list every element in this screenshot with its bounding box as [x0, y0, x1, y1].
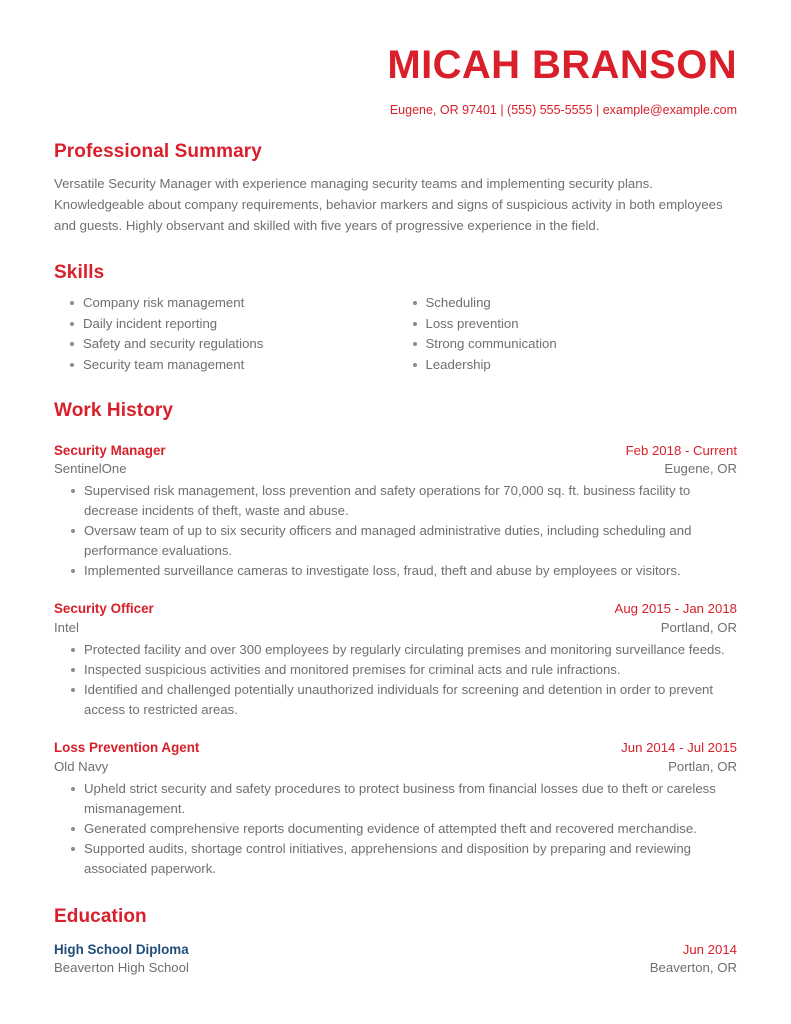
list-item: Supervised risk management, loss prevention and safety operations for 70,000 sq. ft. business facility to decrease incidents of theft, waste and abuse. — [54, 481, 737, 521]
skills-column-left — [54, 293, 396, 375]
work-history-entry — [54, 441, 737, 582]
job-location: Portland, OR — [660, 620, 737, 636]
work-history-entry — [54, 738, 737, 879]
section-title-education: Education — [54, 905, 147, 927]
job-company: Old Navy — [54, 758, 109, 774]
list-item: Implemented surveillance cameras to investigate loss, fraud, theft and abuse by employees or visitors. — [54, 561, 737, 581]
list-item: Security team management — [54, 355, 396, 374]
list-item: Leadership — [396, 355, 738, 374]
candidate-name: MICAH BRANSON — [387, 43, 737, 87]
list-item: Inspected suspicious activities and monitored premises for criminal acts and rule infractions. — [54, 660, 737, 680]
job-dates: Aug 2015 - Jan 2018 — [614, 601, 737, 617]
skills-list-left — [54, 293, 396, 374]
job-company-row — [54, 758, 737, 777]
job-dates: Jun 2014 - Jul 2015 — [621, 740, 737, 756]
job-dates: Feb 2018 - Current — [625, 442, 737, 458]
job-title: Security Officer — [54, 601, 154, 617]
list-item: Generated comprehensive reports documenting evidence of attempted theft and recovered merchandise. — [54, 819, 737, 839]
list-item: Loss prevention — [396, 314, 738, 333]
section-skills — [54, 261, 737, 375]
education-entry — [54, 940, 737, 978]
education-degree: High School Diploma — [54, 941, 189, 957]
job-bullet-list — [54, 640, 737, 720]
section-professional-summary — [54, 140, 737, 236]
job-bullet-list — [54, 779, 737, 879]
list-item: Scheduling — [396, 293, 738, 312]
job-title: Loss Prevention Agent — [54, 740, 200, 756]
list-item: Safety and security regulations — [54, 334, 396, 353]
job-title-row — [54, 738, 737, 758]
job-company: SentinelOne — [54, 461, 127, 477]
skills-list-right — [396, 293, 738, 374]
job-bullet-list — [54, 481, 737, 581]
job-location: Eugene, OR — [664, 461, 737, 477]
job-title-row — [54, 599, 737, 619]
list-item: Oversaw team of up to six security officers and managed administrative duties, including scheduling and performance evaluations. — [54, 521, 737, 561]
education-dates: Jun 2014 — [682, 941, 737, 957]
list-item: Upheld strict security and safety procedures to protect business from financial losses due to theft or careless mismanagement. — [54, 779, 737, 819]
section-title-professional-summary: Professional Summary — [54, 141, 262, 163]
list-item: Daily incident reporting — [54, 314, 396, 333]
section-title-work-history: Work History — [54, 399, 174, 421]
job-company-row — [54, 460, 737, 479]
skills-column-right — [396, 293, 738, 375]
professional-summary-text: Versatile Security Manager with experience managing security teams and implementing security plans. Knowledgeable about company requirements, behavior markers and signs of suspicious activity in both employees and guests. Highly observant and skilled with five years of progressive experience in the field. — [54, 176, 723, 233]
job-company-row — [54, 619, 737, 638]
section-work-history — [54, 399, 737, 879]
list-item: Strong communication — [396, 334, 738, 353]
contact-line: Eugene, OR 97401 | (555) 555-5555 | example@example.com — [389, 103, 737, 117]
job-location: Portlan, OR — [668, 758, 737, 774]
list-item: Identified and challenged potentially unauthorized individuals for screening and detention in order to prevent access to restricted areas. — [54, 680, 737, 720]
job-title-row — [54, 441, 737, 461]
list-item: Supported audits, shortage control initiatives, apprehensions and disposition by preparing and reviewing associated paperwork. — [54, 839, 737, 879]
education-degree-row — [54, 940, 737, 960]
list-item: Protected facility and over 300 employees by regularly circulating premises and monitoring surveillance feeds. — [54, 640, 737, 660]
job-company: Intel — [54, 620, 79, 636]
section-education — [54, 905, 737, 978]
list-item: Company risk management — [54, 293, 396, 312]
education-school: Beaverton High School — [54, 960, 189, 976]
education-location: Beaverton, OR — [649, 960, 737, 976]
skills-columns — [54, 293, 737, 375]
resume-header — [54, 0, 737, 118]
education-school-row — [54, 959, 737, 978]
work-history-entry — [54, 599, 737, 720]
job-title: Security Manager — [54, 442, 166, 458]
section-title-skills: Skills — [54, 261, 105, 283]
